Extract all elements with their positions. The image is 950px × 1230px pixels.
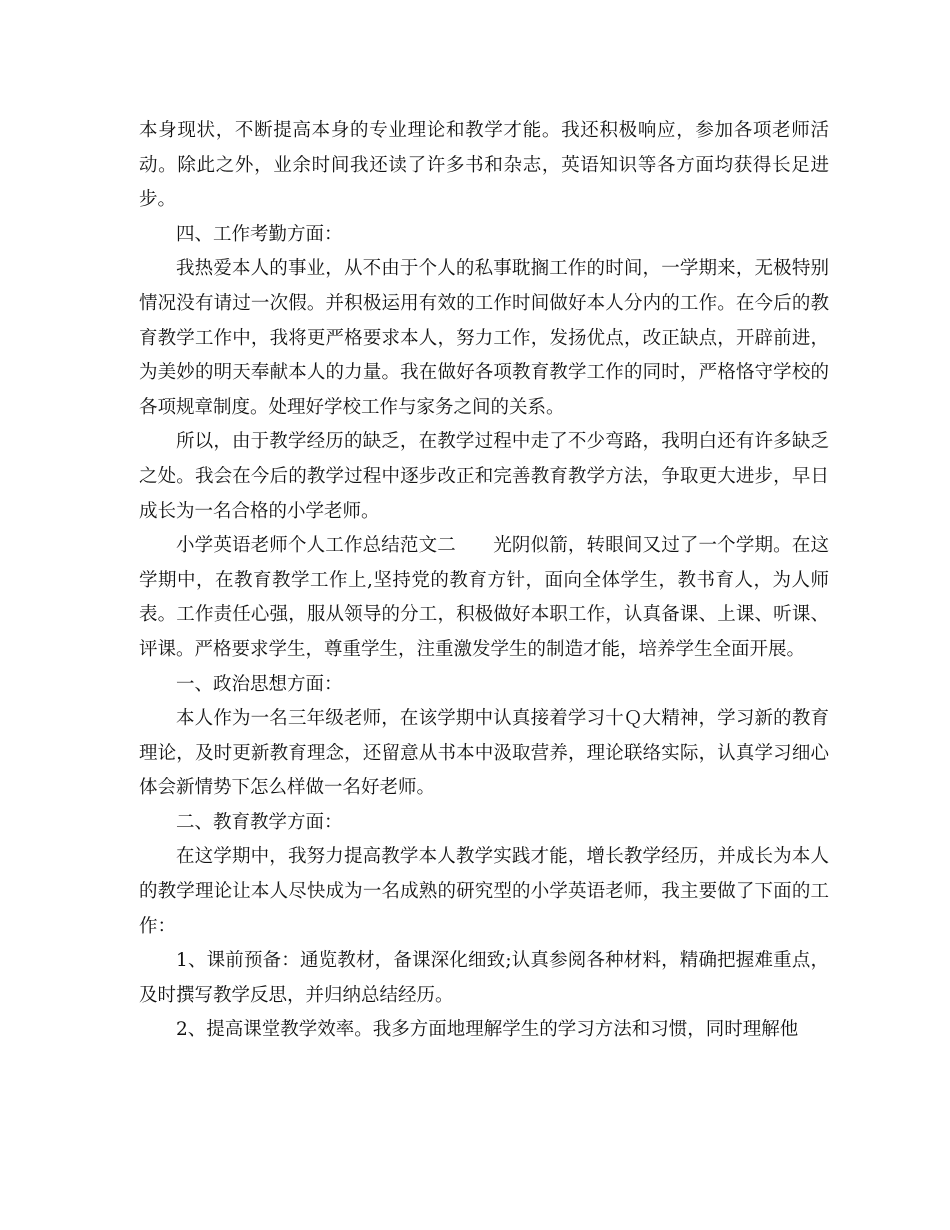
paragraph: 本人作为一名三年级老师，在该学期中认真接着学习十Ｑ大精神，学习新的教育理论，及时更新教育理念，还留意从书本中汲取营养，理论联络实际，认真学习细心体会新情势下怎么样做一名好老师。 xyxy=(139,708,829,799)
section-heading: 四、工作考勤方面： xyxy=(176,223,343,245)
paragraph: 在这学期中，我努力提高教学本人教学实践才能，增长教学经历，并成长为本人的教学理论让本人尽快成为一名成熟的研究型的小学英语老师，我主要做了下面的工作： xyxy=(139,846,829,937)
section-heading: 一、政治思想方面： xyxy=(176,673,343,695)
paragraph: 小学英语老师个人工作总结范文二 光阴似箭，转眼间又过了一个学期。在这学期中，在教育教学工作上,坚持党的教育方针，面向全体学生，教书育人，为人师表。工作责任心强，服从领导的分工，积极做好本职工作，认真备课、上课、听课、评课。严格要求学生，尊重学生，注重激发学生的制造才能，培养学生全面开展。 xyxy=(139,535,829,660)
paragraph: 本身现状，不断提高本身的专业理论和教学才能。我还积极响应，参加各项老师活动。除此之外，业余时间我还读了许多书和杂志，英语知识等各方面均获得长足进步。 xyxy=(139,120,829,211)
paragraph: 我热爱本人的事业，从不由于个人的私事耽搁工作的时间，一学期来，无极特别情况没有请过一次假。并积极运用有效的工作时间做好本人分内的工作。在今后的教育教学工作中，我将更严格要求本人，努力工作，发扬优点，改正缺点，开辟前进，为美妙的明天奉献本人的力量。我在做好各项教育教学工作的同时，严格恪守学校的各项规章制度。处理好学校工作与家务之间的关系。 xyxy=(139,258,829,418)
section-heading: 二、教育教学方面： xyxy=(176,811,343,833)
list-item: 1、课前预备：通览教材，备课深化细致;认真参阅各种材料，精确把握难重点，及时撰写教学反思，并归纳总结经历。 xyxy=(139,950,829,1006)
document-body xyxy=(139,114,829,1048)
list-item: 2、提高课堂教学效率。我多方面地理解学生的学习方法和习惯，同时理解他 xyxy=(176,1019,799,1041)
paragraph: 所以，由于教学经历的缺乏，在教学过程中走了不少弯路，我明白还有许多缺乏之处。我会在今后的教学过程中逐步改正和完善教育教学方法，争取更大进步，早日成长为一名合格的小学老师。 xyxy=(139,431,829,522)
